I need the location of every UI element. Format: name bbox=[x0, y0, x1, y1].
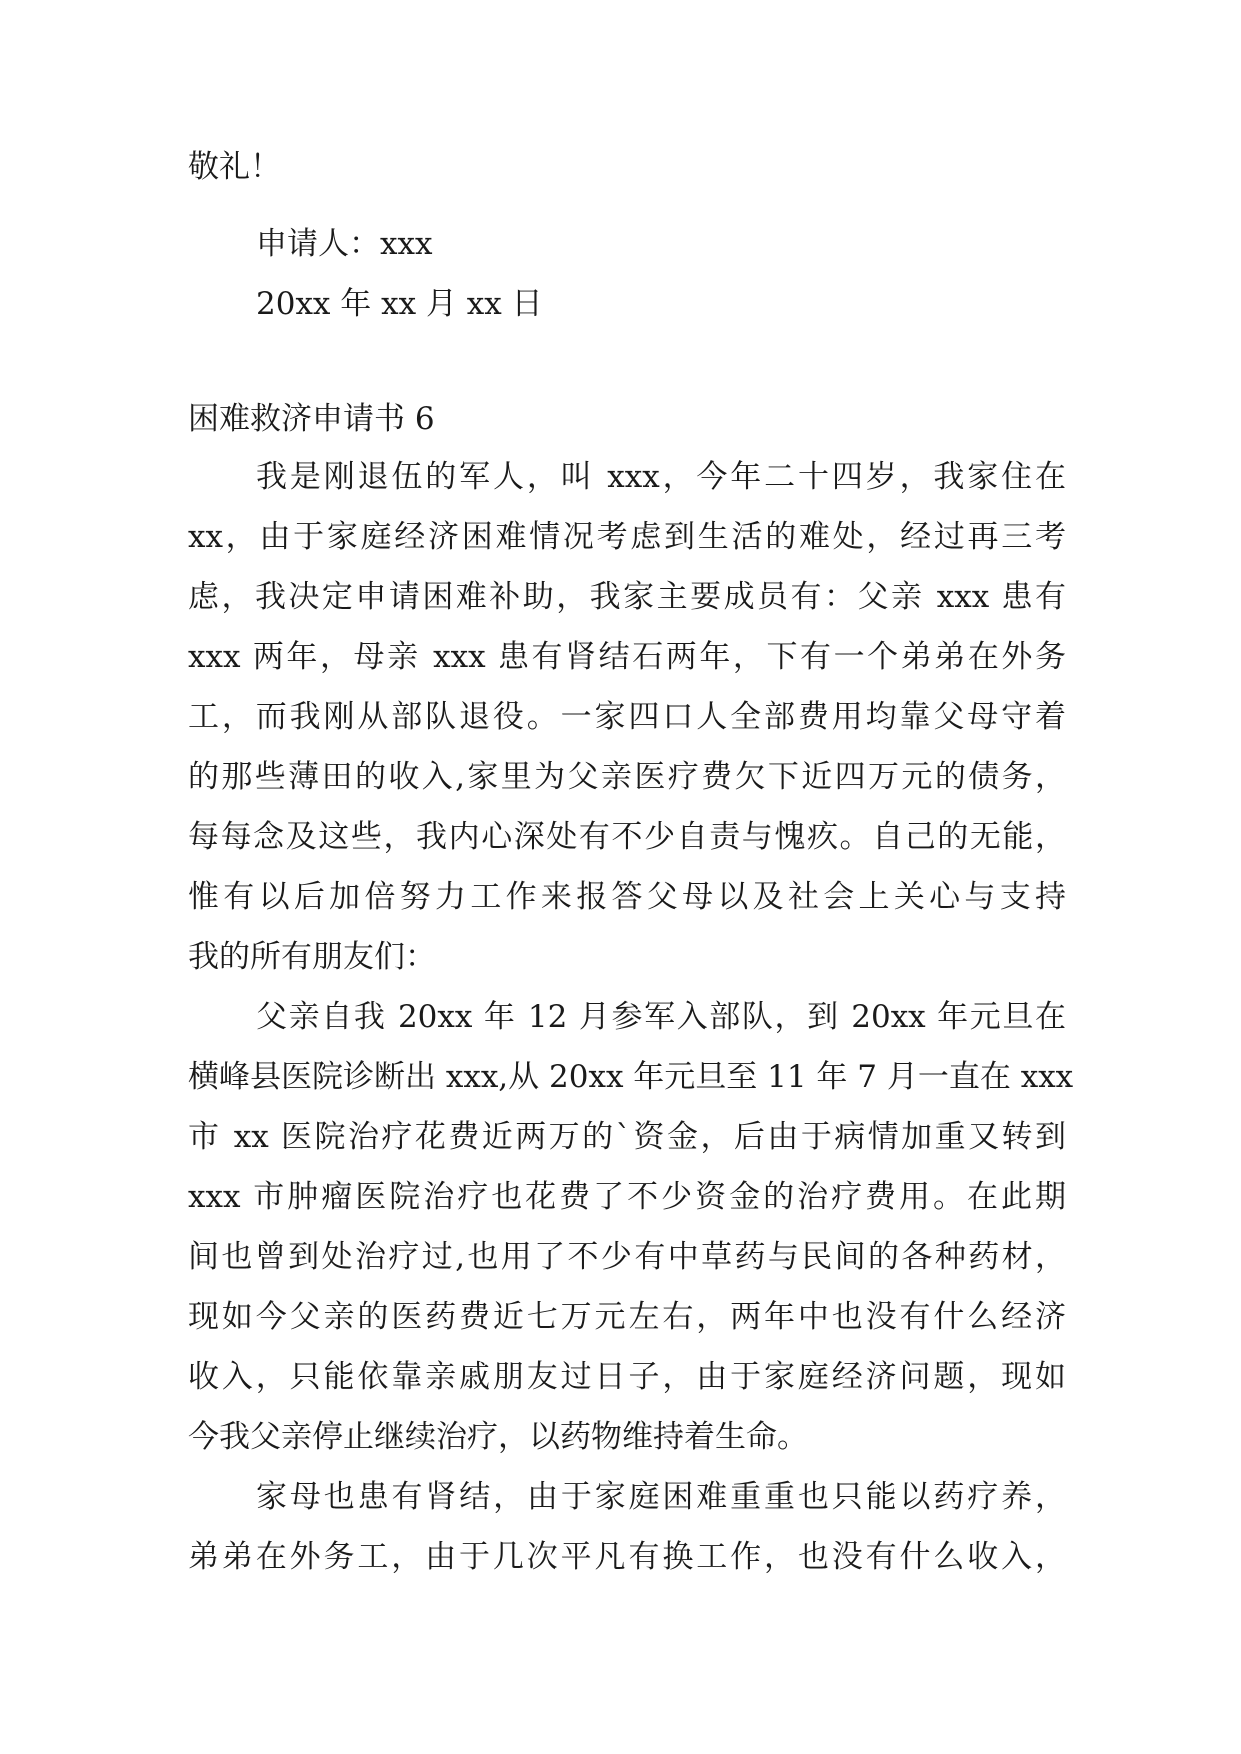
application-date: 20xx 年 xx 月 xx 日 bbox=[256, 286, 543, 322]
paragraph-line: 收入，只能依靠亲戚朋友过日子，由于家庭经济问题，现如 bbox=[188, 1359, 1066, 1395]
paragraph-line: 今我父亲停止继续治疗，以药物维持着生命。 bbox=[188, 1419, 808, 1455]
paragraph-line: 每每念及这些，我内心深处有不少自责与愧疚。自己的无能， bbox=[188, 819, 1066, 855]
paragraph-line: 工，而我刚从部队退役。一家四口人全部费用均靠父母守着 bbox=[188, 699, 1066, 735]
paragraph-line: 横峰县医院诊断出 xxx,从 20xx 年元旦至 11 年 7 月一直在 xxx bbox=[188, 1059, 1074, 1095]
paragraph-line: xxx 市肿瘤医院治疗也花费了不少资金的治疗费用。在此期 bbox=[188, 1179, 1066, 1215]
paragraph-line: 现如今父亲的医药费近七万元左右，两年中也没有什么经济 bbox=[188, 1299, 1066, 1335]
paragraph-line: 父亲自我 20xx 年 12 月参军入部队，到 20xx 年元旦在 bbox=[256, 999, 1066, 1035]
paragraph-line: xx，由于家庭经济困难情况考虑到生活的难处，经过再三考 bbox=[188, 519, 1066, 555]
paragraph-line: xxx 两年，母亲 xxx 患有肾结石两年，下有一个弟弟在外务 bbox=[188, 639, 1066, 675]
paragraph-line: 我的所有朋友们： bbox=[188, 939, 436, 975]
paragraph-line: 间也曾到处治疗过,也用了不少有中草药与民间的各种药材， bbox=[188, 1239, 1066, 1275]
paragraph-line: 弟弟在外务工，由于几次平凡有换工作，也没有什么收入， bbox=[188, 1539, 1066, 1575]
closing-salutation: 敬礼！ bbox=[188, 149, 281, 185]
paragraph-line: 家母也患有肾结，由于家庭困难重重也只能以药疗养， bbox=[256, 1479, 1066, 1515]
paragraph-line: 市 xx 医院治疗花费近两万的`资金，后由于病情加重又转到 bbox=[188, 1119, 1066, 1155]
paragraph-line: 虑，我决定申请困难补助，我家主要成员有：父亲 xxx 患有 bbox=[188, 579, 1066, 615]
section-title: 困难救济申请书 6 bbox=[188, 401, 435, 437]
paragraph-line: 惟有以后加倍努力工作来报答父母以及社会上关心与支持 bbox=[188, 879, 1066, 915]
paragraph-line: 我是刚退伍的军人，叫 xxx，今年二十四岁，我家住在 bbox=[256, 459, 1066, 495]
applicant-signature: 申请人：xxx bbox=[256, 226, 433, 262]
paragraph-line: 的那些薄田的收入,家里为父亲医疗费欠下近四万元的债务， bbox=[188, 759, 1066, 795]
